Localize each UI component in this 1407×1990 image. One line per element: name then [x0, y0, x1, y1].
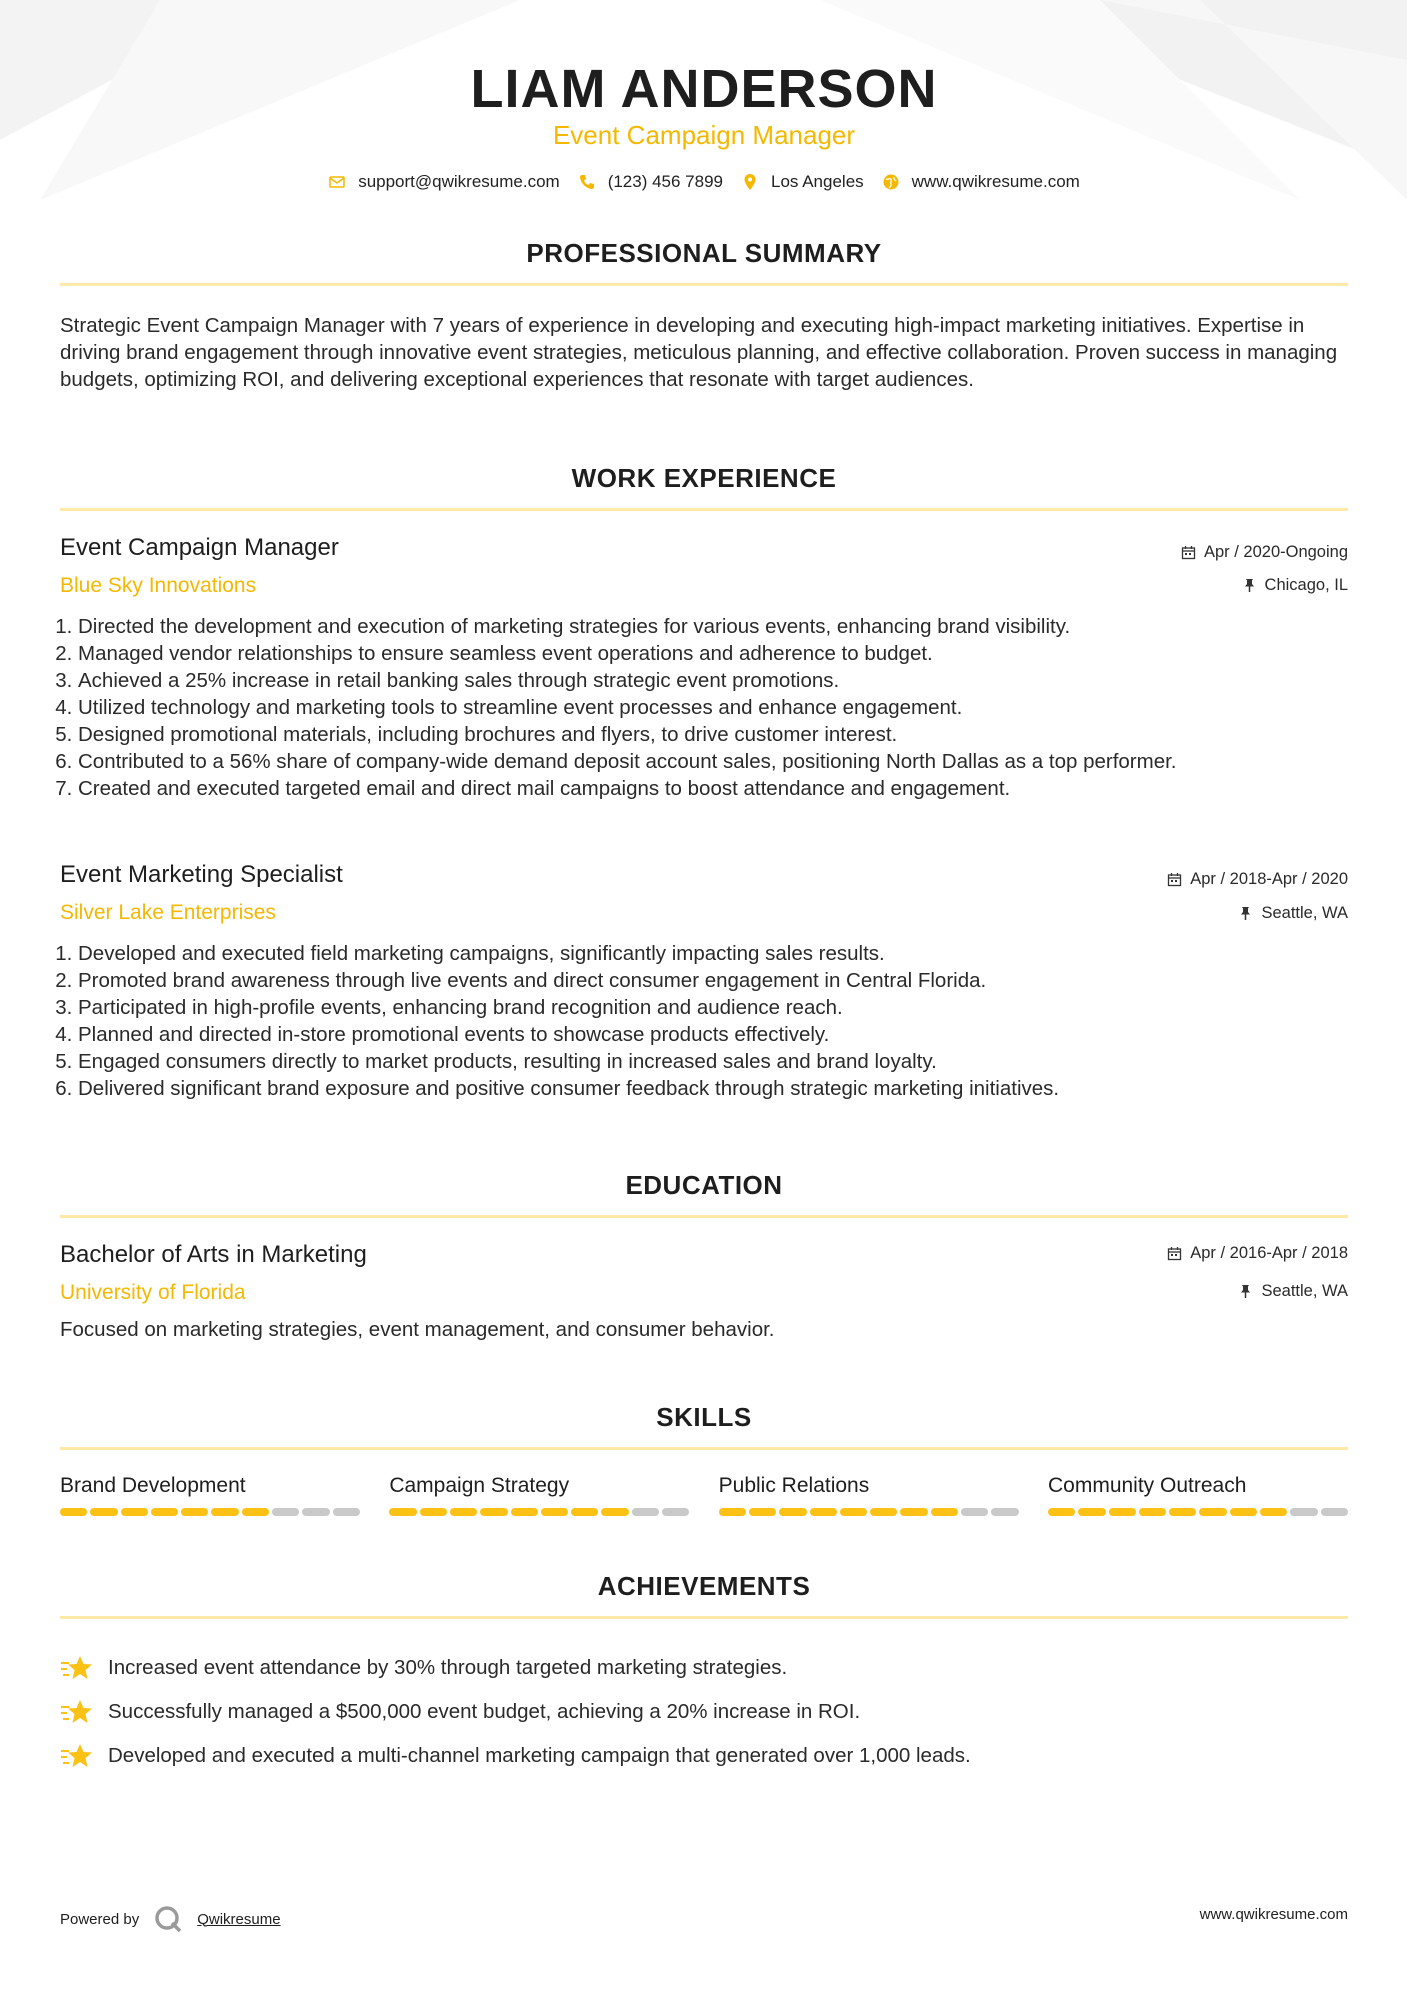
skill-level-segment	[420, 1508, 447, 1516]
skill-level-segment	[810, 1508, 837, 1516]
star-icon	[60, 1654, 94, 1682]
calendar-icon	[1181, 545, 1196, 560]
summary-divider	[60, 283, 1348, 286]
skill-level-segment	[242, 1508, 269, 1516]
job-title: Event Campaign Manager	[60, 534, 339, 561]
job-dates	[1167, 870, 1348, 889]
skill-level-segment	[1109, 1508, 1136, 1516]
bullet-item: 7. Created and executed targeted email and direct mail campaigns to boost attendance and engagement.	[78, 775, 1366, 802]
job-bullets	[60, 613, 1366, 802]
contact-bar	[60, 172, 1348, 192]
phone-text: (123) 456 7899	[607, 172, 724, 191]
summary-heading: PROFESSIONAL SUMMARY	[526, 238, 882, 268]
education-dates	[1167, 1244, 1348, 1263]
star-icon	[60, 1698, 94, 1726]
bullet-item: 3. Achieved a 25% increase in retail banking sales through strategic event promotions.	[78, 667, 1366, 694]
skill-level-segment	[931, 1508, 958, 1516]
location-text: Los Angeles	[771, 172, 864, 191]
skill-level-segment	[662, 1508, 689, 1516]
skill-level-segment	[632, 1508, 659, 1516]
candidate-role: Event Campaign Manager	[552, 120, 856, 150]
company-name: Silver Lake Enterprises	[60, 901, 276, 924]
achievement-text: Increased event attendance by 30% through targeted marketing strategies.	[108, 1656, 788, 1679]
skill-level-segment	[121, 1508, 148, 1516]
phone-icon	[578, 173, 596, 191]
contact-website[interactable]	[882, 172, 1080, 192]
summary-text: Strategic Event Campaign Manager with 7 years of experience in developing and executing high-impact marketing initiatives. Expertise in driving brand engagement through innovative event strategies, meticulous planning, and effective collaboration. Proven success in managing budgets, optimizing ROI, and delivering exceptional experiences that resonate with target audiences.	[60, 314, 1338, 391]
footer-website-link[interactable]: www.qwikresume.com	[1199, 1906, 1348, 1923]
achievement-text: Developed and executed a multi-channel marketing campaign that generated over 1,000 leads.	[108, 1744, 971, 1767]
bullet-item: 3. Participated in high-profile events, enhancing brand recognition and audience reach.	[78, 994, 1366, 1021]
experience-heading: WORK EXPERIENCE	[571, 463, 837, 493]
job-location-text: Chicago, IL	[1264, 576, 1348, 594]
skill-item	[719, 1474, 1019, 1516]
skill-name: Campaign Strategy	[389, 1474, 570, 1497]
email-text: support@qwikresume.com	[358, 172, 560, 191]
website-text: www.qwikresume.com	[911, 172, 1080, 191]
pushpin-icon	[1242, 578, 1257, 593]
bullet-item: 5. Engaged consumers directly to market products, resulting in increased sales and brand loyalty.	[78, 1048, 1366, 1075]
school-name: University of Florida	[60, 1281, 246, 1304]
bullet-item: 2. Managed vendor relationships to ensure seamless event operations and adherence to budget.	[78, 640, 1366, 667]
bullet-item: 4. Planned and directed in-store promotional events to showcase products effectively.	[78, 1021, 1366, 1048]
skill-level-segment	[181, 1508, 208, 1516]
job-title: Event Marketing Specialist	[60, 861, 343, 888]
skill-level-segment	[450, 1508, 477, 1516]
job-bullets	[60, 940, 1366, 1102]
bullet-item: 1. Directed the development and execution of marketing strategies for various events, enhancing brand visibility.	[78, 613, 1366, 640]
skill-level-segment	[749, 1508, 776, 1516]
qwikresume-logo-icon	[153, 1904, 183, 1934]
skill-level-segment	[1169, 1508, 1196, 1516]
skills-heading: SKILLS	[656, 1402, 752, 1432]
contact-phone[interactable]	[578, 172, 723, 192]
education-divider	[60, 1215, 1348, 1218]
candidate-name: LIAM ANDERSON	[470, 59, 938, 119]
skill-level-segment	[1048, 1508, 1075, 1516]
powered-by-label: Powered by	[60, 1910, 140, 1928]
skill-level-segment	[333, 1508, 360, 1516]
skill-level-segment	[541, 1508, 568, 1516]
skill-level-segment	[991, 1508, 1018, 1516]
achievements-list	[60, 1646, 1348, 1778]
calendar-icon	[1167, 1246, 1182, 1261]
skill-level-bar	[389, 1508, 689, 1516]
education-heading: EDUCATION	[625, 1170, 783, 1200]
job-location	[1242, 576, 1348, 595]
skill-level-segment	[1199, 1508, 1226, 1516]
skill-level-segment	[1139, 1508, 1166, 1516]
bullet-item: 5. Designed promotional materials, including brochures and flyers, to drive customer interest.	[78, 721, 1366, 748]
skill-level-segment	[211, 1508, 238, 1516]
skill-level-segment	[870, 1508, 897, 1516]
skill-level-segment	[302, 1508, 329, 1516]
skill-item	[1048, 1474, 1348, 1516]
skill-level-segment	[151, 1508, 178, 1516]
pushpin-icon	[1238, 1284, 1253, 1299]
contact-email[interactable]	[328, 172, 560, 192]
calendar-icon	[1167, 872, 1182, 887]
skill-level-segment	[480, 1508, 507, 1516]
skill-level-bar	[60, 1508, 360, 1516]
achievements-divider	[60, 1616, 1348, 1619]
education-description: Focused on marketing strategies, event management, and consumer behavior.	[60, 1318, 775, 1341]
achievement-item	[60, 1690, 1348, 1734]
education-location	[1238, 1282, 1348, 1301]
skill-name: Community Outreach	[1047, 1474, 1247, 1497]
skill-level-segment	[1230, 1508, 1257, 1516]
skill-level-bar	[1048, 1508, 1348, 1516]
bullet-item: 6. Contributed to a 56% share of company-wide demand deposit account sales, positioning North Dallas as a top performer.	[78, 748, 1366, 775]
experience-divider	[60, 508, 1348, 511]
achievement-item	[60, 1734, 1348, 1778]
job-dates-text: Apr / 2018-Apr / 2020	[1190, 870, 1348, 888]
skill-level-bar	[719, 1508, 1019, 1516]
map-pin-icon	[741, 173, 759, 191]
skill-item	[60, 1474, 360, 1516]
skill-item	[389, 1474, 689, 1516]
achievements-heading: ACHIEVEMENTS	[597, 1571, 811, 1601]
job-location-text: Seattle, WA	[1261, 904, 1348, 922]
company-name: Blue Sky Innovations	[60, 574, 257, 597]
skill-level-segment	[389, 1508, 416, 1516]
skill-level-segment	[840, 1508, 867, 1516]
skill-level-segment	[900, 1508, 927, 1516]
skill-level-segment	[1078, 1508, 1105, 1516]
skill-level-segment	[779, 1508, 806, 1516]
skill-level-segment	[571, 1508, 598, 1516]
skill-level-segment	[90, 1508, 117, 1516]
globe-icon	[882, 173, 900, 191]
skill-level-segment	[511, 1508, 538, 1516]
skill-level-segment	[601, 1508, 628, 1516]
skill-level-segment	[60, 1508, 87, 1516]
degree-title: Bachelor of Arts in Marketing	[60, 1241, 367, 1268]
footer-powered-by	[60, 1904, 281, 1934]
skill-level-segment	[272, 1508, 299, 1516]
bullet-item: 6. Delivered significant brand exposure and positive consumer feedback through strategic marketing initiatives.	[78, 1075, 1366, 1102]
achievement-item	[60, 1646, 1348, 1690]
bullet-item: 4. Utilized technology and marketing tools to streamline event processes and enhance engagement.	[78, 694, 1366, 721]
skill-level-segment	[1290, 1508, 1317, 1516]
education-dates-text: Apr / 2016-Apr / 2018	[1190, 1244, 1348, 1262]
qwikresume-link[interactable]: Qwikresume	[197, 1910, 281, 1928]
contact-location	[741, 172, 864, 192]
skills-divider	[60, 1447, 1348, 1450]
job-dates	[1181, 543, 1348, 562]
star-icon	[60, 1742, 94, 1770]
bullet-item: 1. Developed and executed field marketing campaigns, significantly impacting sales results.	[78, 940, 1366, 967]
envelope-icon	[328, 173, 346, 191]
education-location-text: Seattle, WA	[1261, 1282, 1348, 1300]
skill-level-segment	[1260, 1508, 1287, 1516]
skill-level-segment	[719, 1508, 746, 1516]
job-location	[1238, 904, 1348, 923]
pushpin-icon	[1238, 906, 1253, 921]
skill-level-segment	[1321, 1508, 1348, 1516]
bullet-item: 2. Promoted brand awareness through live events and direct consumer engagement in Central Florida.	[78, 967, 1366, 994]
skill-name: Brand Development	[60, 1474, 246, 1497]
skills-list	[60, 1474, 1348, 1516]
achievement-text: Successfully managed a $500,000 event budget, achieving a 20% increase in ROI.	[108, 1700, 861, 1723]
skill-name: Public Relations	[718, 1474, 870, 1497]
job-dates-text: Apr / 2020-Ongoing	[1203, 543, 1348, 561]
skill-level-segment	[961, 1508, 988, 1516]
